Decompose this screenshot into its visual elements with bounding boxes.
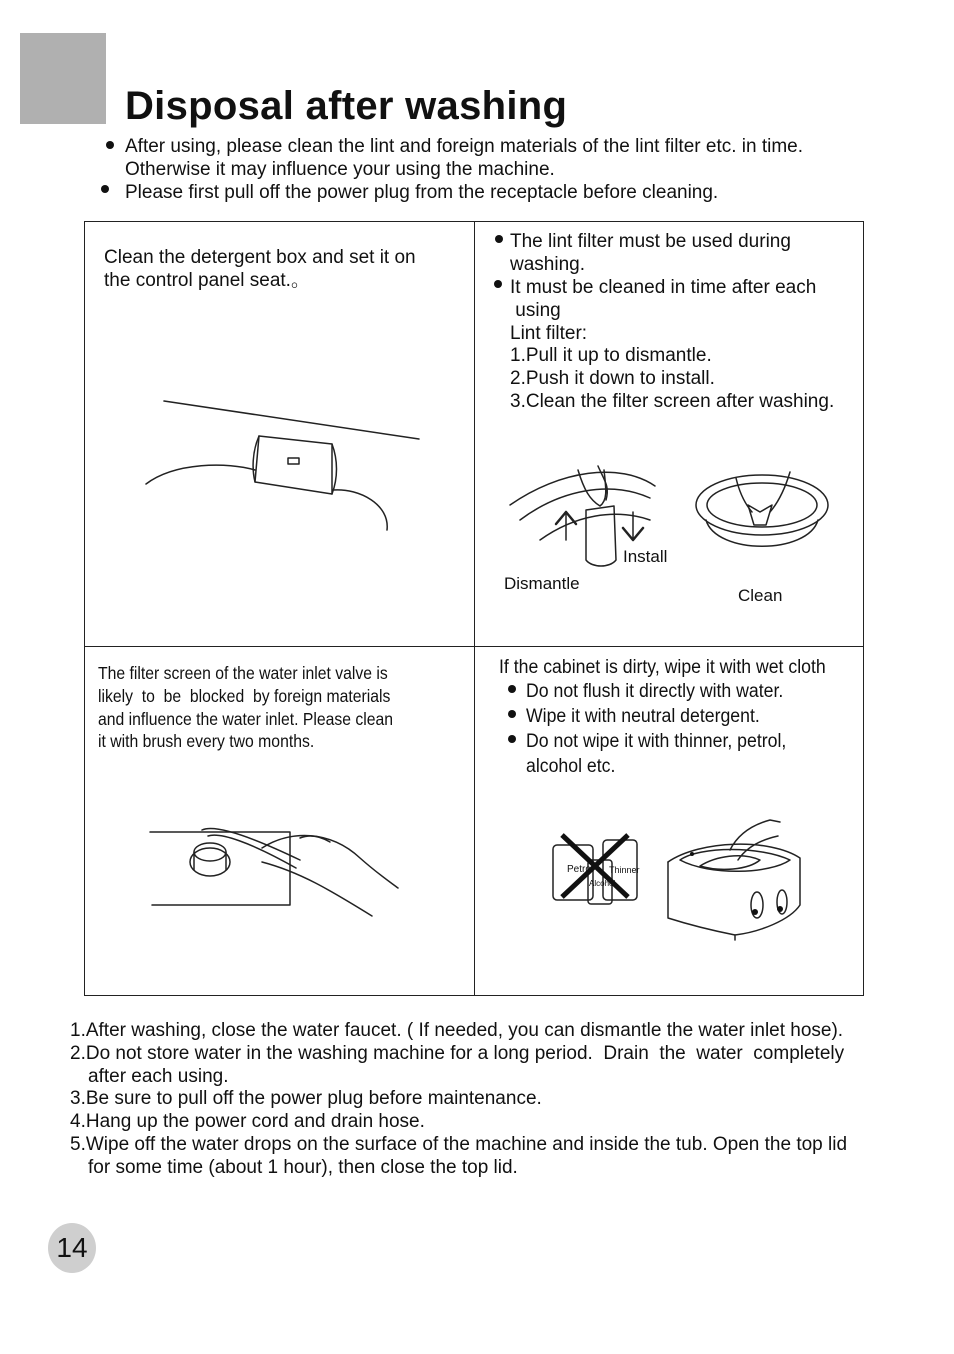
note-line: 4.Hang up the power cord and drain hose. (70, 1111, 425, 1132)
page-number: 14 (48, 1223, 96, 1273)
note-line: 1.After washing, close the water faucet. ( If needed, you can dismantle the water inlet hose). (70, 1020, 844, 1041)
intro-line: Otherwise it may influence your using the machine. (125, 159, 555, 180)
cabinet-bullet: Do not wipe it with thinner, petrol, (526, 731, 787, 752)
intro-line: After using, please clean the lint and foreign materials of the lint filter etc. in time. (125, 136, 804, 157)
inlet-text: The filter screen of the water inlet valve is (98, 663, 388, 683)
lint-step: 1.Pull it up to dismantle. (510, 345, 712, 366)
note-line: 2.Do not store water in the washing machine for a long period. Drain the water completely (70, 1043, 845, 1064)
cabinet-bullet: alcohol etc. (526, 756, 616, 777)
lint-text: The lint filter must be used during (510, 231, 791, 252)
caption-install: Install (623, 547, 668, 566)
lint-step: 2.Push it down to install. (510, 368, 715, 389)
detergent-text: Clean the detergent box and set it on (104, 247, 416, 268)
label-thinner: Thinner (609, 865, 640, 875)
inlet-text: and influence the water inlet. Please clean (98, 709, 394, 729)
note-line: 3.Be sure to pull off the power plug before maintenance. (70, 1088, 542, 1109)
note-line: for some time (about 1 hour), then close the top lid. (88, 1157, 518, 1178)
label-alcohol: Alcohol (589, 879, 616, 888)
inlet-text: likely to be blocked by foreign materials (98, 686, 391, 706)
note-line: after each using. (88, 1066, 229, 1087)
detergent-text: the control panel seat.。 (104, 270, 310, 291)
lint-text: washing. (510, 254, 585, 275)
page-title: Disposal after washing (125, 84, 568, 128)
caption-dismantle: Dismantle (504, 574, 580, 593)
intro-line: Please first pull off the power plug from the receptacle before cleaning. (125, 182, 719, 203)
cabinet-bullet: Wipe it with neutral detergent. (526, 706, 760, 727)
cabinet-bullet: Do not flush it directly with water. (526, 681, 784, 702)
inlet-text: it with brush every two months. (98, 731, 315, 751)
note-line: 5.Wipe off the water drops on the surface of the machine and inside the tub. Open the top lid (70, 1134, 848, 1155)
lint-text: It must be cleaned in time after each (510, 277, 817, 298)
lint-text: using (510, 300, 561, 321)
label-petrol: Petrol (567, 864, 594, 875)
caption-clean: Clean (738, 586, 783, 605)
lint-step: 3.Clean the filter screen after washing. (510, 391, 835, 412)
lint-step: Lint filter: (510, 323, 588, 344)
cabinet-heading: If the cabinet is dirty, wipe it with wet cloth (499, 657, 826, 678)
